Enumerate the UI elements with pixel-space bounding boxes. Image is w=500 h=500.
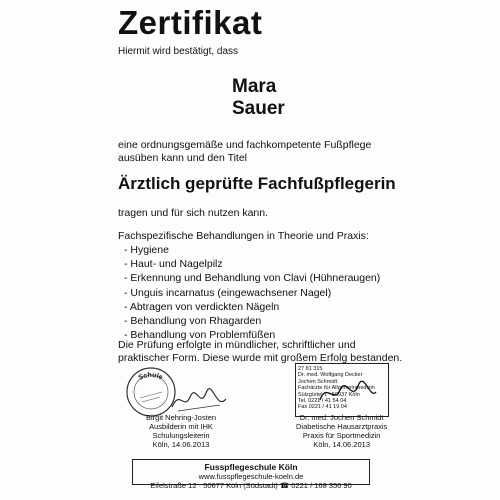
recipient-first-name: Mara [232,76,277,97]
exam-line-1: Die Prüfung erfolgte in mündlicher, schriftlicher und [118,339,356,351]
footer-school-name: Fusspflegeschule Köln [204,462,298,472]
treatments-list [124,243,380,342]
list-item: - Behandlung von Problemfüßen [124,328,380,342]
right-signatory-role-2: Praxis für Sportmedizin [302,431,381,440]
exam-line-2: praktischer Form. Diese wurde mit großem Erfolg bestanden. [118,352,403,364]
treatments-heading: Fachspezifische Behandlungen in Theorie und Praxis: [118,230,369,242]
list-item: - Erkennung und Behandlung von Clavi (Hühneraugen) [124,271,380,285]
right-signatory [296,413,387,449]
school-footer [132,459,370,490]
description-line-1: eine ordnungsgemäße und fachkompetente Fußpflege [118,139,372,151]
intro-text: Hiermit wird bestätigt, dass [118,46,239,57]
left-signatory [146,413,216,449]
right-signatory-role-1: Diabetische Hausarztpraxis [296,422,388,431]
stamp-line: 27 81 315 [298,366,323,372]
left-signatory-name: Birgit Nehring-Josten [146,413,217,422]
seal-text: Schule [137,371,164,382]
usage-text: tragen und für sich nutzen kann. [118,207,269,219]
right-signatory-date: Köln, 14.06.2013 [313,440,370,449]
stamp-line: Tel. 0221 / 41 54 04 [298,398,347,405]
left-signature-scribble [170,385,228,415]
description-line-2: ausüben kann und den Titel [118,152,248,164]
stamp-line: Fachärzte für Allgemeinmedizin [298,385,375,392]
list-item: - Hygiene [124,243,380,257]
list-item: - Unguis incarnatus (eingewachsener Nagel) [124,286,380,300]
left-signatory-date: Köln, 14.06.2013 [152,440,210,449]
stamp-line: Dr. med. Wolfgang Decker [298,372,363,379]
list-item: - Abtragen von verdickten Nägeln [124,300,380,314]
left-signatory-role-2: Schulungsleiterin [152,431,210,440]
right-signatory-name: Dr. med. Jochen Schmidt [299,413,384,422]
footer-website: www.fusspflegeschule-koeln.de [198,472,304,481]
certificate-title: Zertifikat [118,4,263,41]
left-signatory-role-1: Ausbilderin mit IHK [149,422,213,431]
stamp-line: Sülzgürtel 1 · 50937 Köln [298,391,360,398]
list-item: - Haut- und Nagelpilz [124,257,380,271]
list-item: - Behandlung von Rhagarden [124,314,380,328]
right-signature-scribble [318,380,378,408]
footer-address: Eifelstraße 12 · 50677 Köln (Südstadt) ☎ 0221 / 168 356 90 [150,481,352,490]
stamp-line: Jochen Schmidt [298,378,338,385]
stamp-line: Fax 0221 / 41 19 04 [298,404,347,411]
recipient-last-name: Sauer [232,98,285,119]
credential-title: Ärztlich geprüfte Fachfußpflegerin [118,174,396,193]
svg-text:Schule [138,372,164,382]
